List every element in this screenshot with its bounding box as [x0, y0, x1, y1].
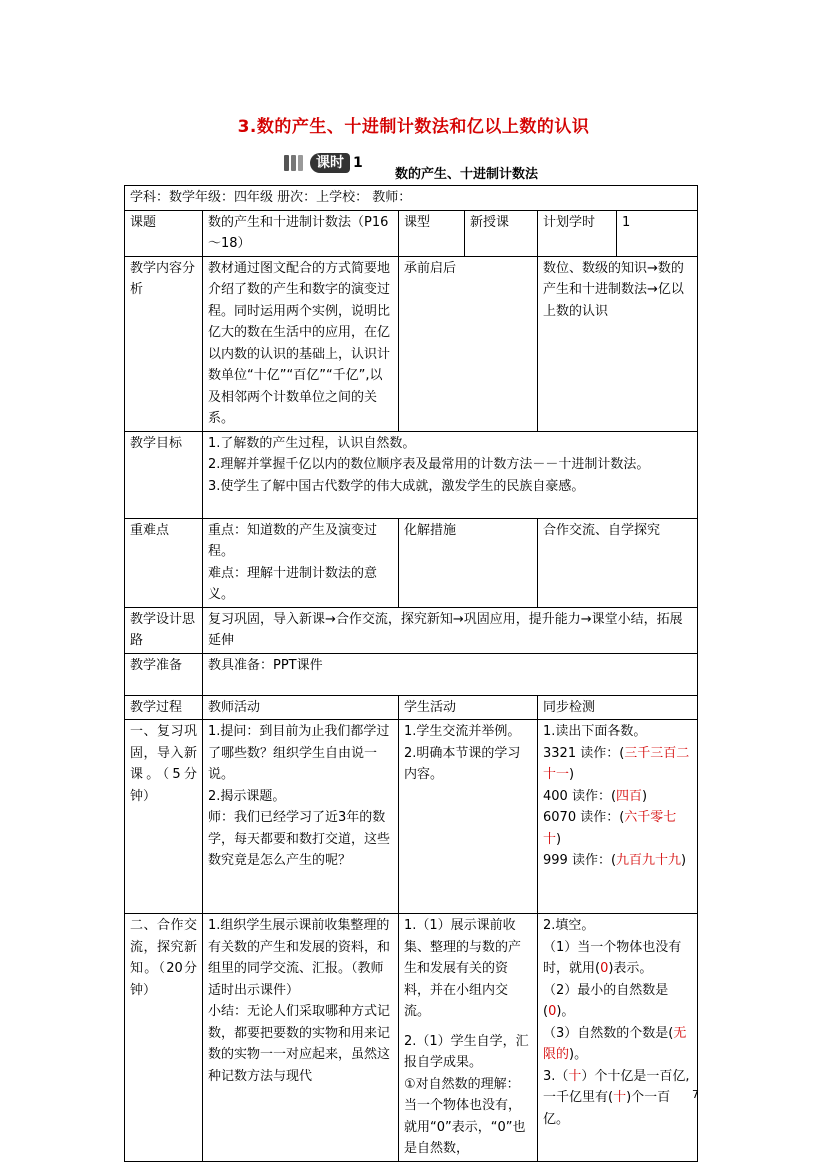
- check-answer: 0: [548, 1004, 557, 1019]
- stage2-name: 二、合作交流，探究新知。（20分钟）: [125, 914, 203, 1162]
- check-answer: 无限的: [543, 1025, 687, 1062]
- student-line: 2.明确本节课的学习内容。: [404, 745, 521, 782]
- check-answer: 九百九十九: [616, 853, 682, 868]
- teacher-line: 2.揭示课题。: [208, 788, 286, 804]
- check-item: （1）当一个物体也没有时，就用(0)表示。: [543, 939, 682, 976]
- key-label: 重难点: [125, 518, 203, 607]
- link-label: 承前启后: [399, 256, 538, 431]
- teacher-line: 小结：无论人们采取哪种方式记数，都要把要数的实物和用来记数的实物一一对应起来，虽然这种记数方法与现代: [208, 1004, 391, 1084]
- check-answer: 十: [613, 1090, 627, 1105]
- lesson-badge-number: 1: [353, 155, 363, 171]
- link-value: 数位、数级的知识→数的产生和十进制数法→亿以上数的认识: [538, 256, 698, 431]
- check-answer: 三千三百二十一: [543, 745, 690, 782]
- stage1-student: [399, 720, 538, 914]
- stage1-teacher: [203, 720, 399, 914]
- check-item: （3）自然数的个数是(无限的)。: [543, 1025, 687, 1062]
- topic-value: 数的产生和十进制计数法（P16～18）: [203, 210, 399, 256]
- key-point: 重点：知道数的产生及演变过程。: [208, 522, 378, 559]
- check-item: 3321 读作：(三千三百二十一): [543, 745, 690, 782]
- stage2-check: [538, 914, 698, 1162]
- student-line: 1.学生交流并举例。: [404, 724, 521, 739]
- document-title: 3.数的产生、十进制计数法和亿以上数的认识: [237, 117, 590, 137]
- design-label: 教学设计思路: [125, 607, 203, 653]
- teacher-line: 师：我们已经学习了近3年的数学，每天都要和数打交道，这些数究竟是怎么产生的呢？: [208, 810, 391, 868]
- check-answer: 十: [568, 1068, 582, 1084]
- header-student: 学生活动: [399, 695, 538, 720]
- difficult-point: 难点：理解十进制计数法的意义。: [208, 565, 378, 602]
- check-answer: 六千零七十: [543, 810, 677, 847]
- check-item: 400 读作：(四百): [543, 788, 648, 804]
- teacher-line: 1.组织学生展示课前收集整理的有关数的产生和发展的资料，和组里的同学交流、汇报。（教师适时出示课件）: [208, 918, 391, 998]
- prep-label: 教学准备: [125, 653, 203, 695]
- stage1-name: 一、复习巩固，导入新课。（5分钟）: [125, 720, 203, 914]
- goal-item: 2.理解并掌握千亿以内的数位顺序表及最常用的计数方法－－十进制计数法。: [208, 457, 650, 472]
- lesson-subtitle: 数的产生、十进制计数法: [395, 167, 539, 182]
- stage2-student: [399, 914, 538, 1162]
- type-label: 课型: [399, 210, 465, 256]
- hours-label: 计划学时: [538, 210, 617, 256]
- header-check: 同步检测: [538, 695, 698, 720]
- check-item: （2）最小的自然数是(0)。: [543, 982, 669, 1019]
- content-label: 教学内容分析: [125, 256, 203, 431]
- stage1-check: [538, 720, 698, 914]
- content-value: 教材通过图文配合的方式简要地介绍了数的产生和数字的演变过程。同时运用两个实例，说明比亿大的数在生活中的应用，在亿以内数的认识的基础上，认识计数单位“十亿”“百亿”“千亿”,以及相邻两个计数单位之间的关系。: [203, 256, 399, 431]
- student-line: 1.（1）展示课前收集、整理的与数的产生和发展有关的资料，并在小组内交流。: [404, 918, 522, 1019]
- type-value: 新授课: [465, 210, 538, 256]
- teacher-line: 1.提问：到目前为止我们都学过了哪些数？组织学生自由说一说。: [208, 724, 390, 782]
- student-line: ①对自然数的理解：当一个物体也没有，就用“0”表示，“0”也是自然数，: [404, 1076, 526, 1156]
- check-item: 6070 读作：(六千零七十): [543, 810, 677, 847]
- hours-value: 1: [617, 210, 698, 256]
- check-title: 2.填空。: [543, 918, 595, 933]
- info-row: 学科：数学年级：四年级 册次：上学校： 教师：: [125, 186, 698, 211]
- header-process: 教学过程: [125, 695, 203, 720]
- design-value: 复习巩固，导入新课→合作交流，探究新知→巩固应用，提升能力→课堂小结，拓展延伸: [203, 607, 698, 653]
- check-item: 999 读作：(九百九十九): [543, 853, 687, 868]
- header-teacher: 教师活动: [203, 695, 399, 720]
- check-answer: 四百: [616, 788, 643, 804]
- measure-value: 合作交流、自学探究: [538, 518, 698, 607]
- book-stack-icon: [284, 153, 310, 173]
- student-line: 2.（1）学生自学，汇报自学成果。: [404, 1033, 529, 1070]
- lesson-badge: [284, 152, 363, 174]
- prep-value: 教具准备：PPT课件: [203, 653, 698, 695]
- check-item: 3.（十）个十亿是一百亿,一千亿里有(十)个一百亿。: [543, 1068, 690, 1127]
- goals-value: [203, 431, 698, 518]
- topic-label: 课题: [125, 210, 203, 256]
- goal-item: 3.使学生了解中国古代数学的伟大成就，激发学生的民族自豪感。: [208, 478, 585, 494]
- lesson-plan-table: [124, 185, 698, 1162]
- goals-label: 教学目标: [125, 431, 203, 518]
- page-number: 7: [692, 1088, 699, 1101]
- lesson-badge-label: 课时: [310, 153, 350, 173]
- stage2-teacher: [203, 914, 399, 1162]
- key-value: [203, 518, 399, 607]
- measure-label: 化解措施: [399, 518, 538, 607]
- goal-item: 1.了解数的产生过程，认识自然数。: [208, 435, 416, 451]
- check-title: 1.读出下面各数。: [543, 724, 647, 739]
- check-answer: 0: [600, 961, 609, 976]
